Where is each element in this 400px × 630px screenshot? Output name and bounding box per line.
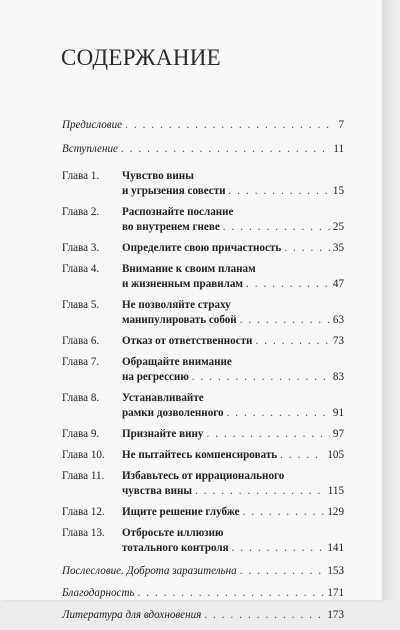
dot-leader [240, 313, 330, 328]
toc-entry-title: Литература для вдохновения [62, 609, 202, 621]
chapter-title-line: Распознайте послание [122, 206, 234, 218]
table-of-contents [62, 118, 344, 630]
chapter-label: Глава 12. [62, 506, 105, 518]
chapter-title-line: на регрессию [122, 371, 189, 383]
toc-entry-acknowledgements[interactable] [62, 586, 344, 601]
toc-entry-chapter-6[interactable] [62, 334, 344, 349]
toc-entry-afterword[interactable] [62, 564, 344, 579]
toc-entry-chapter-7[interactable] [62, 355, 344, 385]
toc-page-number: 105 [327, 449, 344, 461]
dot-leader [121, 142, 330, 157]
toc-page-number: 91 [332, 407, 344, 419]
chapter-title-line: манипулировать собой [122, 314, 237, 326]
toc-entry-chapter-12[interactable] [62, 505, 344, 520]
dot-leader [125, 118, 335, 133]
chapter-title-line: Устанавливайте [122, 392, 204, 404]
toc-entry-title: Предисловие [62, 119, 123, 131]
chapter-title-line: Ищите решение глубже [122, 506, 240, 518]
chapter-title-line: и угрызения совести [122, 185, 226, 197]
toc-entry-chapter-3[interactable] [62, 241, 344, 256]
chapter-label: Глава 2. [62, 206, 100, 218]
page-edge-shadow [382, 0, 400, 600]
toc-page-number: 97 [332, 428, 344, 440]
chapter-title-line: Отказ от ответственности [122, 335, 253, 347]
chapter-title-line: рамки дозволенного [122, 407, 224, 419]
chapter-title-line: чувства вины [122, 485, 193, 497]
dot-leader [243, 505, 325, 520]
toc-entry-chapter-9[interactable] [62, 427, 344, 442]
toc-entry-chapter-8[interactable] [62, 391, 344, 421]
dot-leader [284, 241, 330, 256]
toc-entry-chapter-5[interactable] [62, 298, 344, 328]
toc-entry-literature[interactable] [62, 608, 344, 623]
chapter-title-line: и жизненным правилам [122, 278, 243, 290]
toc-page-number: 115 [327, 485, 344, 497]
dot-leader [223, 220, 330, 235]
toc-page-number: 47 [332, 278, 344, 290]
chapter-label: Глава 5. [62, 299, 100, 311]
toc-page-number: 173 [327, 609, 344, 621]
toc-page-number: 141 [327, 542, 344, 554]
chapter-title-line: Чувство вины [122, 170, 194, 182]
toc-entry-chapter-4[interactable] [62, 262, 344, 292]
toc-page-number: 153 [327, 565, 344, 577]
dot-leader [229, 184, 330, 199]
chapter-title-line: Отбросьте иллюзию [122, 527, 224, 539]
toc-page-number: 171 [327, 587, 344, 599]
toc-page-number: 7 [338, 119, 344, 131]
dot-leader [206, 427, 329, 442]
toc-entry-introduction[interactable] [62, 142, 344, 157]
chapter-label: Глава 8. [62, 392, 100, 404]
dot-leader [280, 448, 324, 463]
chapter-title-line: Не пытайтесь компенсировать [122, 449, 278, 461]
dot-leader [255, 334, 329, 349]
toc-entry-preface[interactable] [62, 118, 344, 133]
chapter-label: Глава 10. [62, 449, 105, 461]
toc-entry-title: Послесловие. Доброта заразительна [62, 565, 237, 577]
chapter-title-line: Не позволяйте страху [122, 299, 231, 311]
toc-entry-title: Вступление [62, 143, 118, 155]
toc-entry-chapter-11[interactable] [62, 469, 344, 499]
toc-page-number: 25 [332, 221, 344, 233]
dot-leader [227, 406, 330, 421]
chapter-label: Глава 1. [62, 170, 100, 182]
toc-entry-chapter-2[interactable] [62, 205, 344, 235]
dot-leader [138, 586, 325, 601]
chapter-title-line: Избавьтесь от иррационального [122, 470, 285, 482]
dot-leader [192, 370, 330, 385]
chapter-label: Глава 6. [62, 335, 100, 347]
dot-leader [240, 564, 325, 579]
dot-leader [195, 484, 325, 499]
dot-leader [246, 277, 330, 292]
chapter-label: Глава 4. [62, 263, 100, 275]
chapter-title-line: тотального контроля [122, 542, 229, 554]
dot-leader [232, 541, 325, 556]
toc-page-number: 35 [332, 242, 344, 254]
toc-entry-chapter-10[interactable] [62, 448, 344, 463]
toc-page-number: 63 [332, 314, 344, 326]
toc-page-number: 73 [332, 335, 344, 347]
toc-entry-chapter-13[interactable] [62, 526, 344, 556]
chapter-title-line: Обращайте внимание [122, 356, 232, 368]
chapter-title-line: Определите свою причастность [122, 242, 282, 254]
toc-page-number: 15 [332, 185, 344, 197]
toc-entry-chapter-1[interactable] [62, 169, 344, 199]
toc-page-number: 11 [333, 143, 344, 155]
toc-entry-title: Благодарность [62, 587, 135, 599]
chapter-title-line: во внутренем гневе [122, 221, 220, 233]
page-title: СОДЕРЖАНИЕ [61, 45, 222, 70]
chapter-label: Глава 13. [62, 527, 105, 539]
chapter-title-line: Внимание к своим планам [122, 263, 256, 275]
chapter-label: Глава 7. [62, 356, 100, 368]
chapter-label: Глава 11. [62, 470, 105, 482]
chapter-label: Глава 3. [62, 242, 100, 254]
chapter-title-line: Признайте вину [122, 428, 204, 440]
chapter-label: Глава 9. [62, 428, 100, 440]
dot-leader [204, 608, 324, 623]
toc-page-number: 83 [332, 371, 344, 383]
toc-page-number: 129 [327, 506, 344, 518]
